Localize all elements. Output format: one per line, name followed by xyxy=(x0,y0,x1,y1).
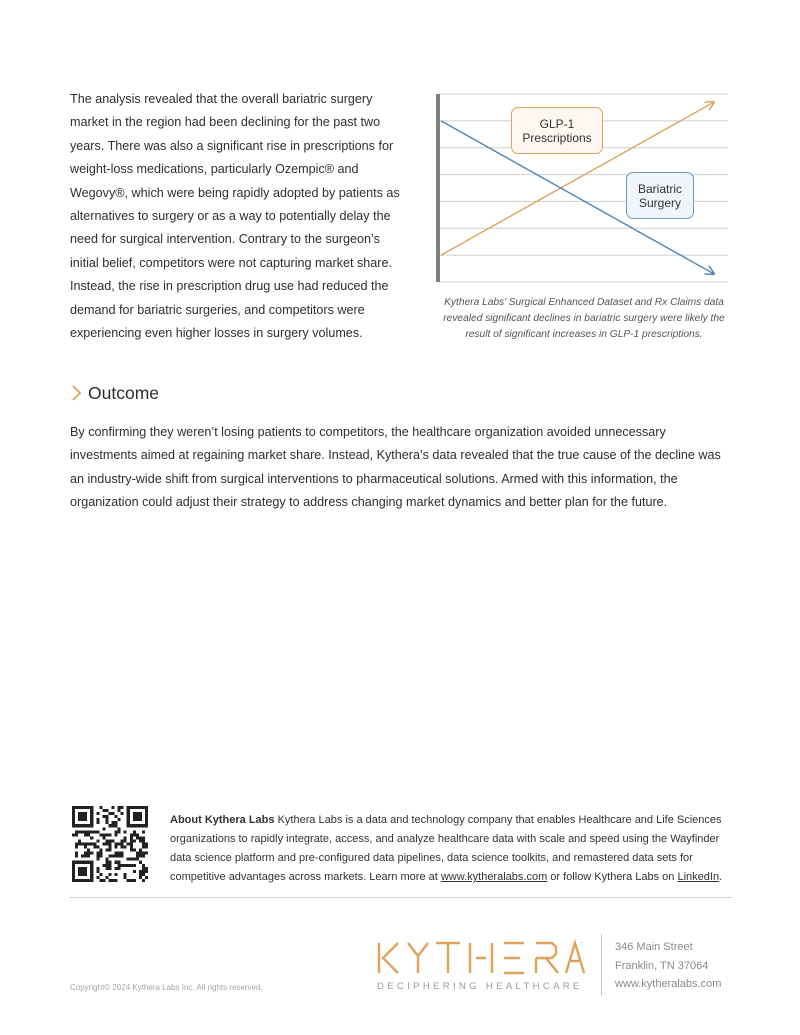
qr-module xyxy=(115,833,118,836)
qr-module xyxy=(81,842,84,845)
qr-module xyxy=(121,864,124,867)
qr-module xyxy=(105,842,108,845)
qr-module xyxy=(112,821,115,824)
qr-module xyxy=(96,818,99,821)
qr-module xyxy=(115,824,118,827)
qr-module xyxy=(118,867,121,870)
qr-module xyxy=(75,833,78,836)
outcome-heading xyxy=(70,381,159,405)
qr-module xyxy=(133,870,136,873)
qr-module xyxy=(118,842,121,845)
qr-module xyxy=(108,867,111,870)
qr-module xyxy=(142,879,145,882)
qr-finder xyxy=(72,879,93,882)
qr-module xyxy=(75,855,78,858)
qr-finder xyxy=(133,812,142,821)
address-city: Franklin, TN 37064 xyxy=(615,959,709,972)
qr-module xyxy=(115,830,118,833)
qr-module xyxy=(133,830,136,833)
qr-module xyxy=(112,824,115,827)
qr-module xyxy=(108,824,111,827)
qr-module xyxy=(115,855,118,858)
qr-module xyxy=(105,821,108,824)
qr-module xyxy=(139,870,142,873)
qr-module xyxy=(96,812,99,815)
logo-letter xyxy=(436,943,460,973)
qr-module xyxy=(90,830,93,833)
qr-module xyxy=(108,833,111,836)
qr-module xyxy=(105,809,108,812)
qr-module xyxy=(121,846,124,849)
logo-letter xyxy=(408,943,428,973)
qr-module xyxy=(130,842,133,845)
qr-module xyxy=(142,836,145,839)
qr-module xyxy=(84,842,87,845)
qr-module xyxy=(105,849,108,852)
qr-module xyxy=(130,864,133,867)
address-street: 346 Main Street xyxy=(615,941,693,953)
qr-finder xyxy=(127,806,148,809)
qr-module xyxy=(105,858,108,861)
qr-module xyxy=(130,858,133,861)
qr-module xyxy=(139,839,142,842)
qr-finder xyxy=(90,806,93,827)
qr-module xyxy=(127,842,130,845)
qr-module xyxy=(75,852,78,855)
qr-module xyxy=(142,842,145,845)
logo-letter xyxy=(566,943,584,973)
about-section xyxy=(170,811,736,887)
qr-module xyxy=(96,839,99,842)
qr-module xyxy=(112,879,115,882)
qr-module xyxy=(108,849,111,852)
qr-module xyxy=(99,833,102,836)
qr-finder xyxy=(72,861,75,882)
qr-module xyxy=(115,846,118,849)
qr-module xyxy=(139,836,142,839)
qr-module xyxy=(142,855,145,858)
qr-module xyxy=(142,830,145,833)
qr-module xyxy=(105,876,108,879)
bariatric-series-label xyxy=(626,172,694,219)
qr-module xyxy=(136,852,139,855)
qr-module xyxy=(142,839,145,842)
qr-module xyxy=(93,842,96,845)
qr-module xyxy=(108,812,111,815)
qr-module xyxy=(139,873,142,876)
qr-module xyxy=(96,821,99,824)
qr-module xyxy=(108,855,111,858)
qr-module xyxy=(124,873,127,876)
svg-text:™: ™ xyxy=(580,941,584,946)
qr-module xyxy=(78,842,81,845)
qr-module xyxy=(118,830,121,833)
about-end: . xyxy=(719,871,723,883)
qr-module xyxy=(118,861,121,864)
qr-module xyxy=(115,821,118,824)
qr-module xyxy=(84,855,87,858)
footer-divider xyxy=(70,897,732,898)
qr-module xyxy=(108,864,111,867)
footer-vertical-divider xyxy=(601,934,602,996)
qr-module xyxy=(127,879,130,882)
qr-module xyxy=(142,873,145,876)
qr-module xyxy=(121,855,124,858)
qr-module xyxy=(105,864,108,867)
qr-module xyxy=(87,830,90,833)
qr-module xyxy=(87,833,90,836)
qr-finder xyxy=(78,867,87,876)
qr-module xyxy=(115,873,118,876)
qr-module xyxy=(133,864,136,867)
qr-module xyxy=(105,839,108,842)
qr-module xyxy=(115,842,118,845)
qr-module xyxy=(96,852,99,855)
qr-finder xyxy=(72,824,93,827)
qr-module xyxy=(112,855,115,858)
qr-module xyxy=(136,855,139,858)
qr-module xyxy=(145,867,148,870)
qr-module xyxy=(102,842,105,845)
footer-address xyxy=(615,938,721,994)
qr-module xyxy=(118,852,121,855)
qr-module xyxy=(118,855,121,858)
linkedin-link[interactable]: LinkedIn xyxy=(677,871,720,883)
qr-module xyxy=(142,846,145,849)
about-body: Kythera Labs is a data and technology company that enables Healthcare and Life Sciences organizations to rapidly integrate, access, and analyze healthcare data with scale and speed using the Wayfinder data science platform and pre-configured data pipelines, data science toolkits, and remastered data sets for competitive advantages across markets. Learn more at xyxy=(170,814,722,883)
qr-module xyxy=(121,842,124,845)
qr-module xyxy=(124,846,127,849)
qr-module xyxy=(136,858,139,861)
intro-paragraph: The analysis revealed that the overall bariatric surgery market in the region had been declining for the past two years. There was also a significant rise in prescriptions for weight-loss medications, particularly Ozempic® and Wegovy®, which were being rapidly adopted by patients as alternatives to surgery or as a way to potentially delay the need for surgical intervention. Contrary to the surgeon’s initial belief, competitors were not capturing market share. Instead, the rise in prescription drug use had reduced the demand for bariatric surgeries, and competitors were experiencing even higher losses in surgery volumes. xyxy=(70,92,400,341)
qr-module xyxy=(142,870,145,873)
qr-module xyxy=(87,855,90,858)
qr-module xyxy=(96,858,99,861)
qr-module xyxy=(139,855,142,858)
qr-module xyxy=(108,879,111,882)
qr-module xyxy=(130,849,133,852)
logo-letter xyxy=(504,943,524,973)
qr-module xyxy=(96,867,99,870)
qr-module xyxy=(124,836,127,839)
outcome-paragraph: By confirming they weren’t losing patients to competitors, the healthcare organization avoided unnecessary investments aimed at regaining market share. Instead, Kythera’s data revealed that the true cause of the decline was an industry-wide shift from surgical interventions to pharmaceutical solutions. Armed with this information, the organization could adjust their strategy to address changing market dynamics and better plan for the future. xyxy=(70,425,721,510)
qr-module xyxy=(93,830,96,833)
qr-module xyxy=(75,846,78,849)
qr-module xyxy=(96,870,99,873)
bariatric-label-line1: Bariatric xyxy=(637,181,682,196)
qr-module xyxy=(105,867,108,870)
qr-module xyxy=(99,855,102,858)
qr-module xyxy=(118,809,121,812)
qr-module xyxy=(139,876,142,879)
qr-code[interactable] xyxy=(72,806,148,882)
qr-module xyxy=(96,830,99,833)
qr-module xyxy=(118,827,121,830)
qr-module xyxy=(139,861,142,864)
qr-module xyxy=(130,846,133,849)
qr-module xyxy=(84,830,87,833)
website-link[interactable]: www.kytheralabs.com xyxy=(440,871,548,883)
qr-module xyxy=(127,858,130,861)
qr-module xyxy=(139,852,142,855)
bariatric-label-line2: Surgery xyxy=(638,195,681,210)
qr-module xyxy=(78,839,81,842)
qr-module xyxy=(127,864,130,867)
qr-module xyxy=(75,842,78,845)
qr-module xyxy=(145,846,148,849)
qr-module xyxy=(105,833,108,836)
about-heading: About Kythera Labs xyxy=(170,814,275,826)
qr-module xyxy=(108,842,111,845)
qr-module xyxy=(133,849,136,852)
qr-module xyxy=(121,852,124,855)
qr-module xyxy=(115,861,118,864)
qr-module xyxy=(102,827,105,830)
qr-finder xyxy=(78,812,87,821)
qr-module xyxy=(130,839,133,842)
qr-module xyxy=(115,852,118,855)
qr-module xyxy=(142,867,145,870)
qr-module xyxy=(108,873,111,876)
qr-module xyxy=(81,855,84,858)
qr-module xyxy=(145,870,148,873)
qr-module xyxy=(136,833,139,836)
qr-module xyxy=(115,879,118,882)
qr-module xyxy=(102,836,105,839)
qr-finder xyxy=(72,806,93,809)
qr-module xyxy=(99,849,102,852)
footer-website[interactable]: www.kytheralabs.com xyxy=(615,978,722,990)
qr-module xyxy=(112,839,115,842)
chart-caption: Kythera Labs’ Surgical Enhanced Dataset and Rx Claims data revealed significant declines in bariatric surgery were likely the result of significant increases in GLP-1 prescriptions. xyxy=(443,297,725,340)
qr-module xyxy=(130,833,133,836)
qr-module xyxy=(102,833,105,836)
qr-module xyxy=(124,839,127,842)
qr-module xyxy=(133,833,136,836)
chevron-right-icon xyxy=(70,383,84,403)
qr-module xyxy=(90,842,93,845)
qr-module xyxy=(124,876,127,879)
qr-finder xyxy=(127,806,130,827)
qr-module xyxy=(96,846,99,849)
trend-chart xyxy=(436,92,732,284)
qr-module xyxy=(78,830,81,833)
qr-finder xyxy=(72,806,75,827)
qr-finder xyxy=(145,806,148,827)
qr-module xyxy=(115,867,118,870)
qr-module xyxy=(124,864,127,867)
qr-module xyxy=(133,879,136,882)
qr-module xyxy=(142,852,145,855)
qr-module xyxy=(75,830,78,833)
logo-tagline: DECIPHERING HEALTHCARE xyxy=(377,981,583,992)
qr-module xyxy=(121,839,124,842)
qr-module xyxy=(105,818,108,821)
qr-module xyxy=(124,830,127,833)
qr-finder xyxy=(72,861,93,864)
qr-module xyxy=(130,836,133,839)
logo-letter xyxy=(379,943,398,973)
qr-module xyxy=(105,815,108,818)
qr-module xyxy=(99,806,102,809)
copyright: Copyright© 2024 Kythera Labs Inc. All rights reserved. xyxy=(70,983,263,992)
logo-letter xyxy=(470,943,492,973)
qr-finder xyxy=(90,861,93,882)
qr-module xyxy=(87,852,90,855)
qr-module xyxy=(121,806,124,809)
qr-module xyxy=(145,876,148,879)
qr-module xyxy=(118,818,121,821)
qr-module xyxy=(108,861,111,864)
qr-module xyxy=(121,812,124,815)
qr-module xyxy=(99,852,102,855)
qr-module xyxy=(102,864,105,867)
qr-module xyxy=(115,815,118,818)
qr-module xyxy=(102,815,105,818)
qr-module xyxy=(87,849,90,852)
qr-module xyxy=(81,830,84,833)
qr-module xyxy=(90,836,93,839)
qr-module xyxy=(102,879,105,882)
glp1-label-line1: GLP-1 xyxy=(539,116,575,131)
qr-module xyxy=(118,864,121,867)
qr-module xyxy=(84,852,87,855)
qr-module xyxy=(108,839,111,842)
qr-module xyxy=(139,849,142,852)
qr-module xyxy=(90,852,93,855)
qr-module xyxy=(133,858,136,861)
qr-module xyxy=(99,873,102,876)
qr-module xyxy=(145,852,148,855)
qr-module xyxy=(136,836,139,839)
qr-module xyxy=(130,879,133,882)
qr-module xyxy=(93,846,96,849)
qr-module xyxy=(84,833,87,836)
qr-module xyxy=(145,842,148,845)
qr-module xyxy=(102,809,105,812)
kythera-logo xyxy=(376,939,586,979)
glp1-label-line2: Prescriptions xyxy=(522,130,592,145)
qr-finder xyxy=(127,824,148,827)
qr-module xyxy=(133,839,136,842)
qr-module xyxy=(96,855,99,858)
qr-module xyxy=(142,864,145,867)
qr-module xyxy=(72,833,75,836)
qr-module xyxy=(112,806,115,809)
qr-module xyxy=(84,846,87,849)
qr-module xyxy=(112,812,115,815)
qr-module xyxy=(108,846,111,849)
glp1-series-label xyxy=(511,107,603,154)
about-middle: or follow Kythera Labs on xyxy=(547,871,678,883)
outcome-title: Outcome xyxy=(88,382,159,403)
logo-letter xyxy=(536,943,558,973)
qr-module xyxy=(87,842,90,845)
qr-module xyxy=(105,861,108,864)
qr-module xyxy=(118,806,121,809)
qr-module xyxy=(96,876,99,879)
qr-module xyxy=(99,879,102,882)
